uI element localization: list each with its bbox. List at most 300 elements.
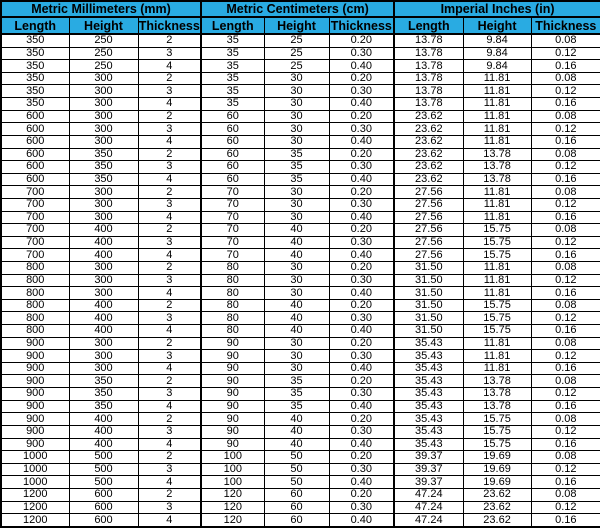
cell-in-height: 11.81 [463, 135, 531, 148]
cell-in-length: 13.78 [394, 85, 463, 98]
cell-in-length: 13.78 [394, 34, 463, 47]
cell-in-thickness: 0.16 [531, 211, 600, 224]
table-row [1, 388, 600, 401]
cell-cm-length: 90 [201, 425, 264, 438]
cell-mm-height: 500 [69, 476, 138, 489]
cell-in-thickness: 0.12 [531, 198, 600, 211]
cell-mm-length: 900 [1, 425, 69, 438]
cell-mm-thickness: 3 [138, 123, 201, 136]
cell-cm-height: 60 [264, 488, 329, 501]
table-row [1, 488, 600, 501]
cell-mm-thickness: 3 [138, 350, 201, 363]
cell-cm-height: 25 [264, 34, 329, 47]
cell-mm-height: 300 [69, 261, 138, 274]
cell-in-length: 27.56 [394, 211, 463, 224]
cell-cm-length: 90 [201, 350, 264, 363]
cell-mm-length: 700 [1, 186, 69, 199]
cell-mm-height: 300 [69, 72, 138, 85]
table-row [1, 173, 600, 186]
cell-cm-height: 30 [264, 135, 329, 148]
cell-mm-thickness: 2 [138, 261, 201, 274]
cell-cm-thickness: 0.30 [329, 198, 394, 211]
cell-mm-thickness: 2 [138, 299, 201, 312]
cell-cm-length: 120 [201, 488, 264, 501]
cell-in-thickness: 0.12 [531, 350, 600, 363]
column-header-row [1, 17, 600, 34]
cell-mm-height: 300 [69, 287, 138, 300]
cell-mm-height: 350 [69, 148, 138, 161]
cell-cm-thickness: 0.20 [329, 110, 394, 123]
cell-cm-thickness: 0.20 [329, 375, 394, 388]
cell-cm-height: 40 [264, 438, 329, 451]
cell-cm-height: 30 [264, 98, 329, 111]
cell-mm-thickness: 2 [138, 110, 201, 123]
cell-in-length: 27.56 [394, 186, 463, 199]
cell-in-length: 47.24 [394, 501, 463, 514]
cell-in-thickness: 0.16 [531, 476, 600, 489]
cell-cm-thickness: 0.40 [329, 514, 394, 527]
col-header-in-length: Length [394, 17, 463, 34]
cell-cm-length: 120 [201, 501, 264, 514]
cell-cm-height: 50 [264, 463, 329, 476]
cell-cm-height: 60 [264, 514, 329, 527]
cell-mm-thickness: 2 [138, 413, 201, 426]
table-row [1, 60, 600, 73]
cell-in-thickness: 0.08 [531, 110, 600, 123]
cell-cm-thickness: 0.20 [329, 299, 394, 312]
cell-mm-height: 400 [69, 325, 138, 338]
cell-cm-length: 90 [201, 438, 264, 451]
cell-cm-length: 90 [201, 362, 264, 375]
cell-in-thickness: 0.08 [531, 413, 600, 426]
cell-cm-length: 35 [201, 34, 264, 47]
cell-in-height: 11.81 [463, 123, 531, 136]
cell-cm-length: 80 [201, 287, 264, 300]
cell-in-length: 13.78 [394, 47, 463, 60]
cell-mm-length: 900 [1, 400, 69, 413]
cell-in-height: 23.62 [463, 501, 531, 514]
cell-in-thickness: 0.08 [531, 34, 600, 47]
cell-cm-thickness: 0.40 [329, 60, 394, 73]
group-header-row [1, 1, 600, 17]
cell-mm-thickness: 4 [138, 438, 201, 451]
cell-mm-length: 1000 [1, 476, 69, 489]
cell-in-length: 31.50 [394, 312, 463, 325]
cell-cm-height: 50 [264, 451, 329, 464]
cell-mm-length: 700 [1, 249, 69, 262]
cell-mm-height: 500 [69, 463, 138, 476]
cell-cm-length: 80 [201, 325, 264, 338]
cell-cm-height: 30 [264, 72, 329, 85]
cell-cm-height: 30 [264, 287, 329, 300]
table-row [1, 413, 600, 426]
group-header-metric-cm: Metric Centimeters (cm) [201, 1, 394, 17]
cell-cm-length: 60 [201, 161, 264, 174]
cell-cm-height: 35 [264, 173, 329, 186]
cell-mm-thickness: 3 [138, 312, 201, 325]
cell-cm-height: 30 [264, 123, 329, 136]
cell-in-length: 35.43 [394, 425, 463, 438]
cell-mm-length: 600 [1, 123, 69, 136]
cell-in-length: 23.62 [394, 148, 463, 161]
table-row [1, 72, 600, 85]
cell-cm-height: 30 [264, 85, 329, 98]
cell-mm-height: 500 [69, 451, 138, 464]
cell-mm-thickness: 3 [138, 85, 201, 98]
cell-in-height: 11.81 [463, 72, 531, 85]
cell-mm-thickness: 2 [138, 488, 201, 501]
cell-in-thickness: 0.16 [531, 287, 600, 300]
group-header-metric-mm: Metric Millimeters (mm) [1, 1, 201, 17]
col-header-mm-height: Height [69, 17, 138, 34]
cell-in-height: 11.81 [463, 362, 531, 375]
cell-mm-length: 1200 [1, 514, 69, 527]
cell-cm-height: 30 [264, 198, 329, 211]
cell-cm-height: 35 [264, 148, 329, 161]
cell-cm-thickness: 0.40 [329, 249, 394, 262]
cell-cm-length: 60 [201, 110, 264, 123]
cell-cm-height: 30 [264, 274, 329, 287]
cell-cm-length: 80 [201, 299, 264, 312]
cell-mm-thickness: 4 [138, 249, 201, 262]
cell-mm-height: 350 [69, 400, 138, 413]
col-header-mm-thickness: Thickness [138, 18, 200, 33]
cell-cm-length: 90 [201, 388, 264, 401]
cell-cm-length: 100 [201, 451, 264, 464]
cell-mm-length: 800 [1, 274, 69, 287]
cell-cm-thickness: 0.20 [329, 34, 394, 47]
cell-mm-length: 600 [1, 161, 69, 174]
cell-in-thickness: 0.12 [531, 274, 600, 287]
cell-mm-height: 300 [69, 350, 138, 363]
cell-in-height: 11.81 [463, 85, 531, 98]
cell-mm-height: 300 [69, 123, 138, 136]
cell-in-thickness: 0.12 [531, 501, 600, 514]
cell-cm-height: 30 [264, 211, 329, 224]
cell-mm-thickness: 2 [138, 451, 201, 464]
cell-in-length: 35.43 [394, 337, 463, 350]
cell-in-height: 11.81 [463, 186, 531, 199]
cell-mm-thickness: 2 [138, 224, 201, 237]
cell-mm-height: 300 [69, 98, 138, 111]
cell-in-thickness: 0.16 [531, 438, 600, 451]
col-header-in-thickness: Thickness [531, 17, 600, 34]
cell-mm-thickness: 3 [138, 161, 201, 174]
table-row [1, 312, 600, 325]
cell-in-length: 35.43 [394, 350, 463, 363]
cell-mm-length: 900 [1, 388, 69, 401]
cell-in-thickness: 0.12 [531, 463, 600, 476]
cell-mm-length: 700 [1, 236, 69, 249]
cell-in-length: 35.43 [394, 388, 463, 401]
cell-cm-thickness: 0.30 [329, 47, 394, 60]
cell-mm-length: 350 [1, 98, 69, 111]
cell-cm-thickness: 0.30 [329, 123, 394, 136]
cell-mm-thickness: 3 [138, 198, 201, 211]
cell-cm-thickness: 0.40 [329, 476, 394, 489]
cell-mm-thickness: 3 [138, 463, 201, 476]
cell-mm-thickness: 2 [138, 337, 201, 350]
table-row [1, 299, 600, 312]
cell-mm-thickness: 4 [138, 287, 201, 300]
cell-cm-thickness: 0.40 [329, 287, 394, 300]
cell-cm-height: 40 [264, 224, 329, 237]
cell-in-length: 39.37 [394, 463, 463, 476]
cell-mm-thickness: 4 [138, 60, 201, 73]
table-row [1, 501, 600, 514]
cell-mm-height: 600 [69, 488, 138, 501]
cell-cm-length: 70 [201, 249, 264, 262]
cell-in-height: 13.78 [463, 173, 531, 186]
cell-cm-height: 30 [264, 362, 329, 375]
cell-cm-length: 60 [201, 123, 264, 136]
cell-in-thickness: 0.08 [531, 337, 600, 350]
cell-mm-height: 300 [69, 337, 138, 350]
cell-in-height: 23.62 [463, 488, 531, 501]
cell-in-length: 27.56 [394, 224, 463, 237]
cell-mm-length: 800 [1, 325, 69, 338]
cell-in-height: 15.75 [463, 425, 531, 438]
cell-in-height: 9.84 [463, 34, 531, 47]
cell-mm-length: 350 [1, 34, 69, 47]
cell-in-height: 11.81 [463, 110, 531, 123]
table-row [1, 47, 600, 60]
cell-cm-length: 60 [201, 173, 264, 186]
cell-cm-length: 60 [201, 148, 264, 161]
cell-cm-height: 40 [264, 249, 329, 262]
cell-in-thickness: 0.12 [531, 236, 600, 249]
cell-mm-length: 900 [1, 413, 69, 426]
cell-mm-length: 700 [1, 224, 69, 237]
cell-in-thickness: 0.08 [531, 299, 600, 312]
cell-mm-thickness: 4 [138, 476, 201, 489]
cell-in-height: 11.81 [463, 211, 531, 224]
cell-cm-height: 30 [264, 186, 329, 199]
cell-in-height: 13.78 [463, 400, 531, 413]
cell-mm-length: 1200 [1, 501, 69, 514]
cell-in-height: 15.75 [463, 299, 531, 312]
cell-mm-height: 300 [69, 211, 138, 224]
cell-in-thickness: 0.08 [531, 261, 600, 274]
cell-in-height: 11.81 [463, 198, 531, 211]
table-row [1, 375, 600, 388]
cell-cm-thickness: 0.30 [329, 236, 394, 249]
cell-cm-height: 30 [264, 337, 329, 350]
cell-cm-length: 90 [201, 413, 264, 426]
cell-cm-thickness: 0.30 [329, 312, 394, 325]
cell-in-height: 11.81 [463, 337, 531, 350]
cell-in-length: 31.50 [394, 274, 463, 287]
cell-mm-height: 300 [69, 85, 138, 98]
cell-in-thickness: 0.16 [531, 173, 600, 186]
cell-in-height: 15.75 [463, 312, 531, 325]
cell-mm-length: 900 [1, 438, 69, 451]
cell-in-thickness: 0.16 [531, 249, 600, 262]
cell-mm-length: 600 [1, 110, 69, 123]
cell-in-thickness: 0.12 [531, 123, 600, 136]
cell-cm-length: 70 [201, 211, 264, 224]
cell-in-length: 39.37 [394, 476, 463, 489]
cell-cm-thickness: 0.30 [329, 425, 394, 438]
cell-mm-thickness: 3 [138, 274, 201, 287]
cell-in-length: 31.50 [394, 287, 463, 300]
cell-cm-thickness: 0.40 [329, 98, 394, 111]
cell-cm-length: 35 [201, 47, 264, 60]
table-row [1, 337, 600, 350]
cell-in-length: 23.62 [394, 110, 463, 123]
cell-mm-length: 1000 [1, 451, 69, 464]
cell-cm-length: 100 [201, 476, 264, 489]
table-row [1, 249, 600, 262]
table-row [1, 425, 600, 438]
cell-in-thickness: 0.16 [531, 135, 600, 148]
cell-cm-thickness: 0.30 [329, 274, 394, 287]
cell-in-height: 9.84 [463, 60, 531, 73]
cell-mm-thickness: 3 [138, 47, 201, 60]
cell-cm-height: 40 [264, 312, 329, 325]
cell-in-height: 9.84 [463, 47, 531, 60]
table-row [1, 514, 600, 527]
table-row [1, 438, 600, 451]
table-row [1, 110, 600, 123]
cell-cm-thickness: 0.40 [329, 211, 394, 224]
cell-mm-length: 600 [1, 148, 69, 161]
cell-in-length: 27.56 [394, 236, 463, 249]
cell-cm-thickness: 0.40 [329, 438, 394, 451]
cell-mm-length: 800 [1, 261, 69, 274]
cell-mm-height: 350 [69, 375, 138, 388]
cell-in-height: 15.75 [463, 438, 531, 451]
cell-cm-height: 30 [264, 110, 329, 123]
cell-cm-thickness: 0.40 [329, 135, 394, 148]
cell-cm-thickness: 0.30 [329, 85, 394, 98]
cell-mm-height: 300 [69, 110, 138, 123]
cell-mm-thickness: 4 [138, 211, 201, 224]
cell-cm-thickness: 0.40 [329, 362, 394, 375]
cell-cm-length: 100 [201, 463, 264, 476]
cell-mm-thickness: 4 [138, 362, 201, 375]
cell-in-thickness: 0.08 [531, 488, 600, 501]
table-row [1, 287, 600, 300]
table-row [1, 476, 600, 489]
cell-in-length: 27.56 [394, 198, 463, 211]
cell-cm-height: 40 [264, 425, 329, 438]
cell-mm-length: 800 [1, 287, 69, 300]
cell-cm-height: 25 [264, 47, 329, 60]
cell-in-length: 31.50 [394, 299, 463, 312]
cell-in-length: 23.62 [394, 173, 463, 186]
cell-in-height: 15.75 [463, 413, 531, 426]
cell-mm-thickness: 3 [138, 388, 201, 401]
cell-in-thickness: 0.08 [531, 375, 600, 388]
cell-mm-thickness: 2 [138, 375, 201, 388]
cell-cm-length: 70 [201, 186, 264, 199]
table-row [1, 198, 600, 211]
cell-mm-length: 700 [1, 211, 69, 224]
cell-in-thickness: 0.12 [531, 161, 600, 174]
cell-in-length: 35.43 [394, 375, 463, 388]
table-row [1, 451, 600, 464]
cell-in-length: 39.37 [394, 451, 463, 464]
cell-cm-length: 70 [201, 236, 264, 249]
cell-cm-length: 70 [201, 224, 264, 237]
col-header-cm-length: Length [201, 17, 264, 34]
cell-cm-height: 40 [264, 325, 329, 338]
cell-in-length: 13.78 [394, 60, 463, 73]
cell-mm-height: 600 [69, 501, 138, 514]
cell-mm-length: 900 [1, 350, 69, 363]
cell-in-length: 35.43 [394, 362, 463, 375]
col-header-mm-length: Length [1, 17, 69, 34]
cell-in-thickness: 0.12 [531, 47, 600, 60]
cell-mm-height: 250 [69, 60, 138, 73]
cell-in-height: 11.81 [463, 261, 531, 274]
cell-cm-length: 35 [201, 72, 264, 85]
cell-cm-thickness: 0.20 [329, 148, 394, 161]
cell-mm-height: 600 [69, 514, 138, 527]
cell-mm-length: 900 [1, 337, 69, 350]
cell-mm-thickness: 4 [138, 514, 201, 527]
cell-mm-height: 400 [69, 236, 138, 249]
cell-in-length: 35.43 [394, 438, 463, 451]
table-row [1, 211, 600, 224]
col-header-cm-thickness: Thickness [329, 17, 394, 34]
cell-in-height: 15.75 [463, 249, 531, 262]
cell-mm-length: 350 [1, 85, 69, 98]
cell-cm-thickness: 0.20 [329, 451, 394, 464]
cell-in-length: 23.62 [394, 123, 463, 136]
cell-mm-height: 350 [69, 161, 138, 174]
table-row [1, 85, 600, 98]
cell-in-height: 23.62 [463, 514, 531, 527]
cell-in-length: 23.62 [394, 161, 463, 174]
cell-in-length: 23.62 [394, 135, 463, 148]
cell-mm-thickness: 4 [138, 400, 201, 413]
table-body [1, 34, 600, 527]
cell-in-height: 11.81 [463, 98, 531, 111]
cell-cm-thickness: 0.20 [329, 337, 394, 350]
cell-in-length: 31.50 [394, 325, 463, 338]
table-row [1, 224, 600, 237]
cell-mm-height: 400 [69, 425, 138, 438]
cell-in-thickness: 0.16 [531, 60, 600, 73]
cell-in-length: 13.78 [394, 98, 463, 111]
cell-mm-length: 1200 [1, 488, 69, 501]
col-header-in-height: Height [463, 17, 531, 34]
cell-cm-length: 90 [201, 375, 264, 388]
cell-cm-length: 35 [201, 98, 264, 111]
cell-in-height: 15.75 [463, 325, 531, 338]
cell-mm-thickness: 2 [138, 186, 201, 199]
cell-cm-thickness: 0.20 [329, 488, 394, 501]
cell-cm-height: 40 [264, 299, 329, 312]
cell-cm-thickness: 0.30 [329, 501, 394, 514]
cell-cm-length: 35 [201, 85, 264, 98]
group-header-imperial-in: Imperial Inches (in) [394, 1, 600, 17]
cell-cm-height: 35 [264, 161, 329, 174]
cell-cm-thickness: 0.40 [329, 400, 394, 413]
cell-cm-length: 35 [201, 60, 264, 73]
cell-mm-thickness: 3 [138, 501, 201, 514]
cell-cm-thickness: 0.20 [329, 261, 394, 274]
cell-mm-length: 800 [1, 312, 69, 325]
cell-cm-height: 35 [264, 400, 329, 413]
cell-in-length: 47.24 [394, 488, 463, 501]
cell-in-thickness: 0.12 [531, 425, 600, 438]
cell-in-length: 31.50 [394, 261, 463, 274]
cell-in-height: 11.81 [463, 350, 531, 363]
cell-mm-height: 300 [69, 274, 138, 287]
